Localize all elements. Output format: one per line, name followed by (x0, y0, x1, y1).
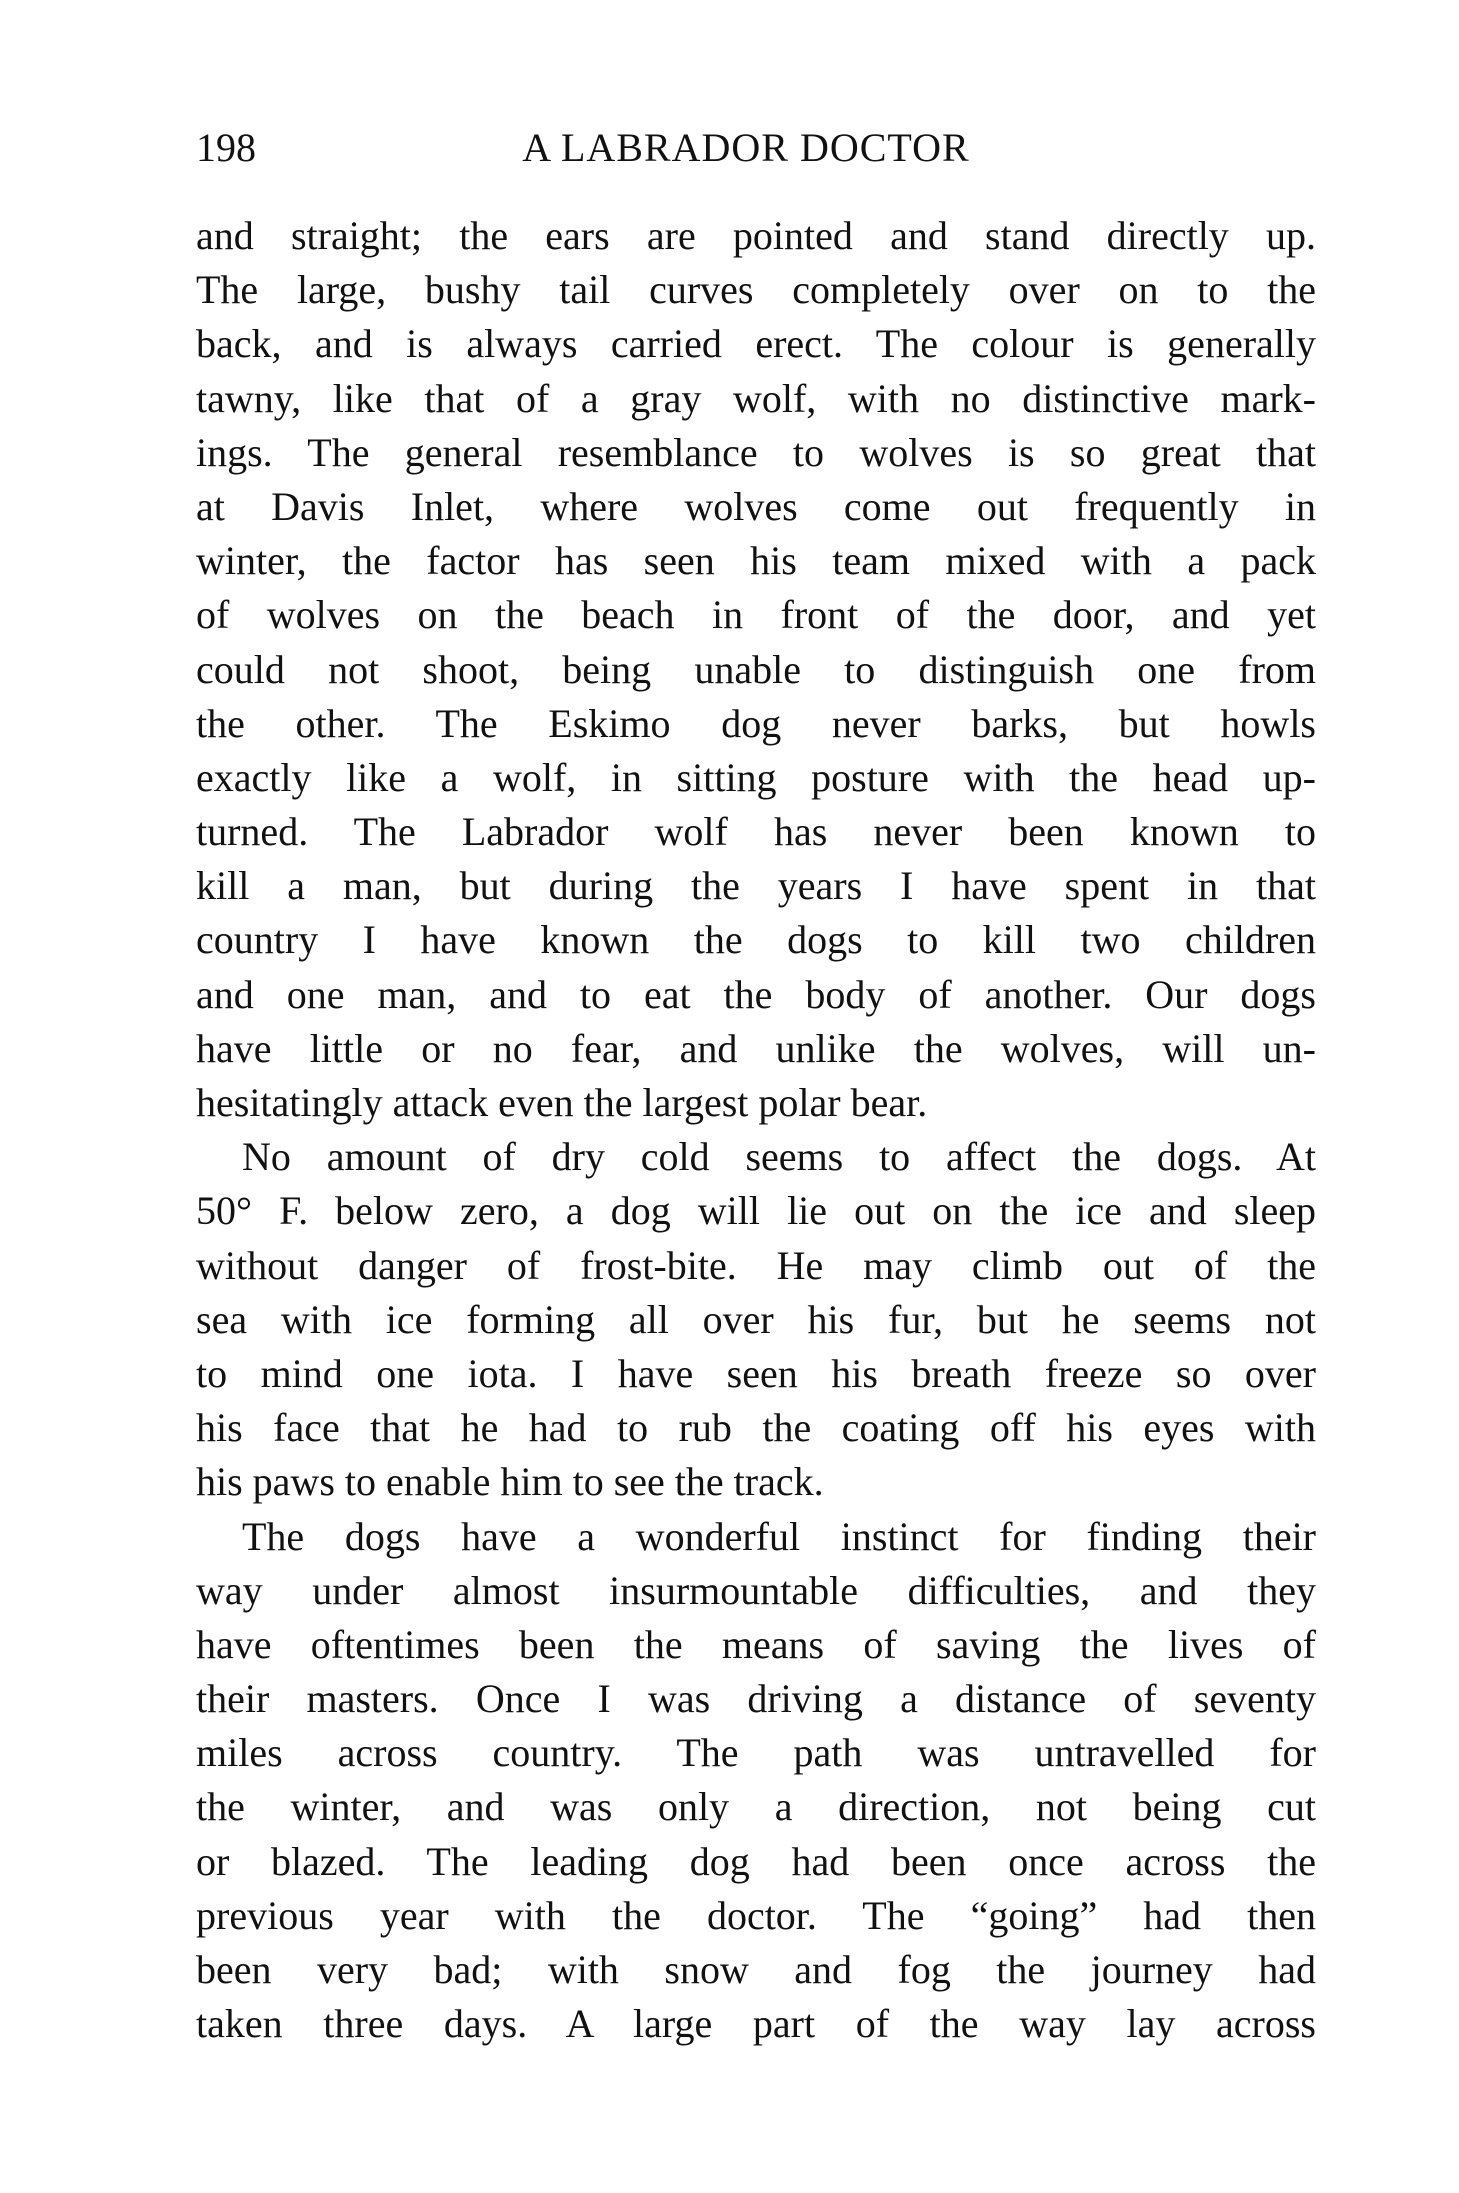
text-line: of wolves on the beach in front of the door, and yet (196, 592, 1316, 638)
text-line: to mind one iota. I have seen his breath freeze so over (196, 1350, 1316, 1396)
text-line: taken three days. A large part of the way lay across (196, 2001, 1316, 2047)
text-line: No amount of dry cold seems to affect the dogs. At (242, 1134, 1316, 1180)
book-title: A LABRADOR DOCTOR (522, 125, 970, 170)
text-line: the winter, and was only a direction, not being cut (196, 1784, 1316, 1830)
text-line: winter, the factor has seen his team mixed with a pack (196, 538, 1316, 584)
text-line: The dogs have a wonderful instinct for finding their (242, 1513, 1316, 1559)
text-line: have oftentimes been the means of saving the lives of (196, 1621, 1316, 1667)
page-number: 198 (196, 125, 256, 170)
text-line: at Davis Inlet, where wolves come out frequently in (196, 483, 1316, 529)
text-line: and straight; the ears are pointed and stand directly up. (196, 213, 1316, 258)
text-line: hesitatingly attack even the largest polar bear. (196, 1080, 928, 1125)
text-line: and one man, and to eat the body of another. Our dogs (196, 971, 1316, 1017)
text-line: their masters. Once I was driving a distance of seventy (196, 1676, 1316, 1722)
text-line: way under almost insurmountable difficulties, and they (196, 1567, 1316, 1613)
text-line: the other. The Eskimo dog never barks, but howls (196, 700, 1316, 746)
body-text (196, 209, 1316, 2051)
text-line: back, and is always carried erect. The colour is generally (196, 321, 1316, 367)
text-line: The large, bushy tail curves completely over on to the (196, 267, 1316, 313)
text-line: previous year with the doctor. The “going” had then (196, 1892, 1316, 1938)
text-line: his face that he had to rub the coating off his eyes with (196, 1405, 1316, 1451)
text-line: have little or no fear, and unlike the wolves, will un- (196, 1025, 1316, 1071)
text-line: kill a man, but during the years I have spent in that (196, 863, 1316, 909)
text-line: could not shoot, being unable to distinguish one from (196, 646, 1316, 692)
text-line: exactly like a wolf, in sitting posture with the head up- (196, 754, 1316, 800)
text-line: country I have known the dogs to kill two children (196, 917, 1316, 963)
text-line: his paws to enable him to see the track. (196, 1459, 824, 1505)
text-line: miles across country. The path was untravelled for (196, 1730, 1316, 1776)
running-head (196, 118, 1316, 178)
text-line: tawny, like that of a gray wolf, with no distinctive mark- (196, 375, 1316, 421)
text-line: turned. The Labrador wolf has never been known to (196, 809, 1316, 855)
text-line: without danger of frost-bite. He may climb out of the (196, 1242, 1316, 1288)
text-line: been very bad; with snow and fog the journey had (196, 1947, 1316, 1992)
text-line: sea with ice forming all over his fur, but he seems not (196, 1296, 1316, 1342)
text-line: ings. The general resemblance to wolves is so great that (196, 429, 1316, 475)
text-line: or blazed. The leading dog had been once across the (196, 1838, 1316, 1884)
text-line: 50° F. below zero, a dog will lie out on the ice and sleep (196, 1188, 1316, 1234)
